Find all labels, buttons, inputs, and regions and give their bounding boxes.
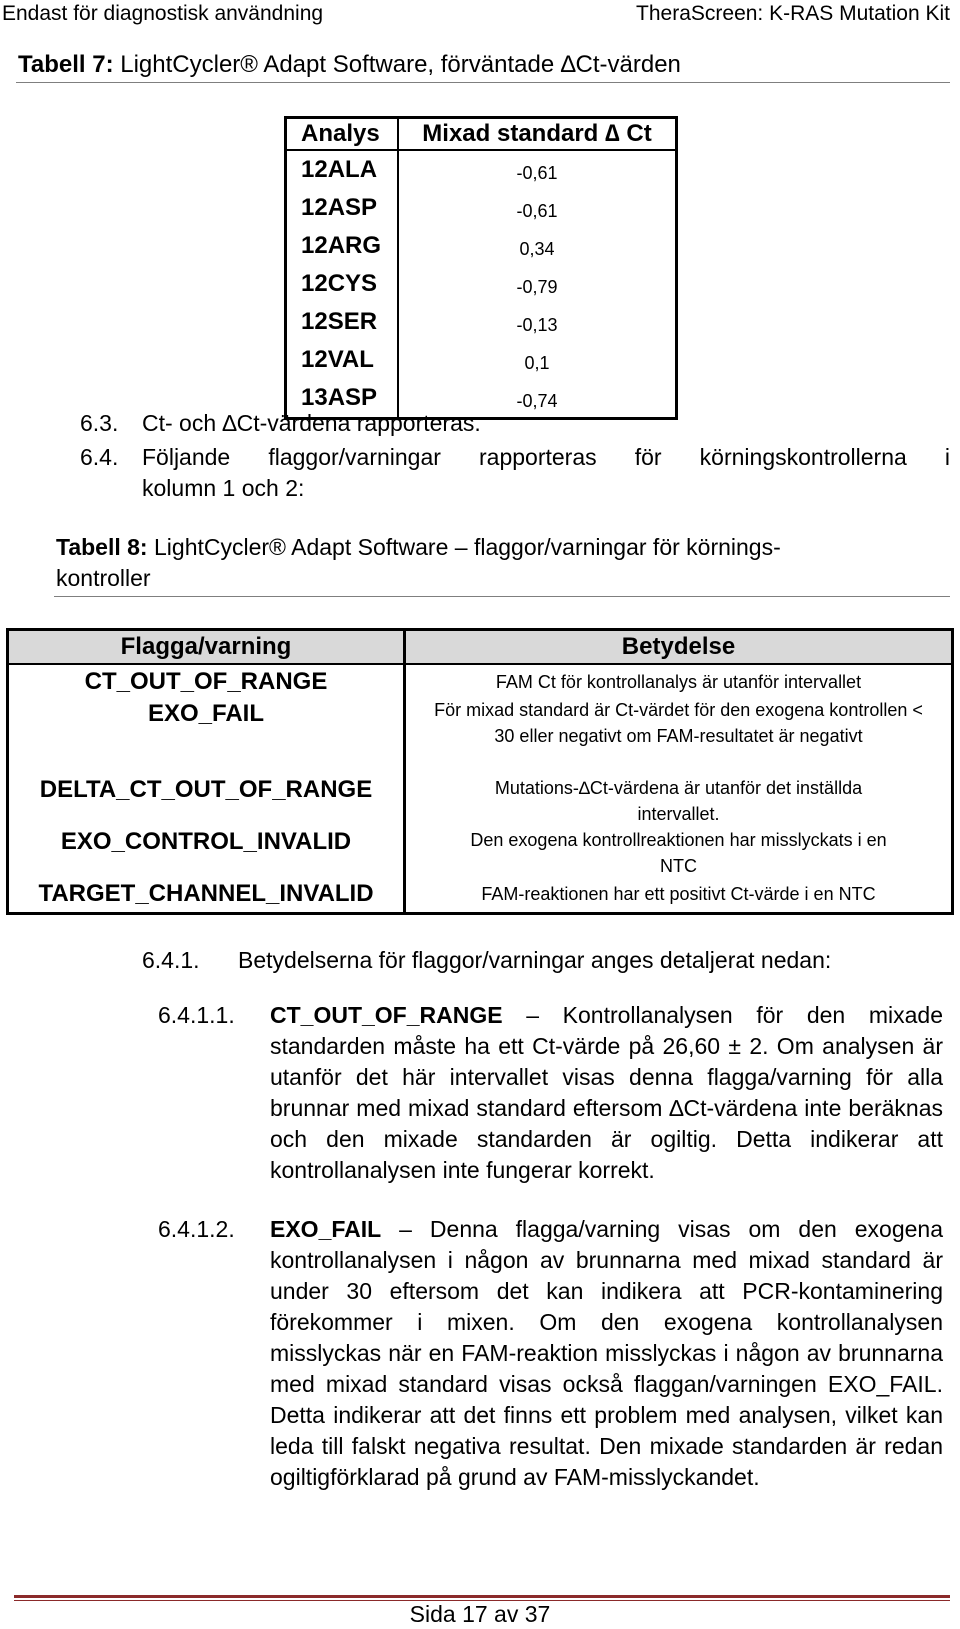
table8-flag: EXO_CONTROL_INVALID [8,827,405,879]
table7 [284,116,678,420]
section-6-4-1-1-text: – Kontrollanalysen för den mixade standarden måste ha ett Ct-värde på 26,60 ± 2. Om analysen är utanför det här intervallet visas denna flagga/varning för alla brunnar med mixad standard eftersom ∆Ct-värdena inte beräknas och den mixade standarden är ogiltig. Detta indikerar att kontrollanalysen inte fungerar korrekt. [270,1002,943,1183]
table-row [8,664,953,697]
table7-assay: 12CYS [286,265,399,303]
table8-header-flag: Flagga/varning [8,630,405,665]
section-6-4-1-number: 6.4.1. [142,947,200,973]
table8-meaning: För mixad standard är Ct-värdet för den exogena kontrollen < 30 eller negativt om FAM-resultatet är negativt [434,700,923,746]
table8-flag: TARGET_CHANNEL_INVALID [8,879,405,913]
table7-value: -0,13 [516,314,558,335]
table7-value: 0,1 [524,352,550,373]
table-row [286,150,677,189]
section-6-4-1-1-number: 6.4.1.1. [158,1002,235,1028]
table7-caption-rule [16,82,950,83]
section-6-4-line1: Följande flaggor/varningar rapporteras för körningskontrollerna i [142,444,950,470]
section-6-4-1-2-number: 6.4.1.2. [158,1216,235,1242]
header-left: Endast för diagnostisk användning [2,2,324,25]
table8-meaning: Mutations-∆Ct-värdena är utanför det inställda intervallet. [494,778,863,824]
table8-caption-line1: LightCycler® Adapt Software – flaggor/varningar för körnings- [154,534,781,560]
table8-flag: CT_OUT_OF_RANGE [8,664,405,697]
table8-meaning: FAM Ct för kontrollanalys är utanför intervallet [495,672,862,692]
table7-value: 0,34 [519,238,555,259]
table8 [6,628,954,915]
table7-value: -0,61 [516,162,558,183]
table7-caption [18,50,681,80]
table-row [286,341,677,379]
table7-assay: 12VAL [286,341,399,379]
footer-rule [14,1595,950,1598]
table8-header-meaning: Betydelse [405,630,953,665]
table8-caption-line2: kontroller [56,565,151,591]
header-right: TheraScreen: K-RAS Mutation Kit [636,2,950,25]
table8-caption-rule [54,596,950,597]
table-row [8,827,953,879]
section-6-4-1-2-text: – Denna flagga/varning visas om den exogena kontrollanalysen i någon av brunnarna med mixad standard är under 30 eftersom det kan indikera att PCR-kontaminering förekommer i mixen. Om den exogena kontrollanalysen misslyckas när en FAM-reaktion misslyckas i någon av brunnarna med mixad standard visas också flaggan/varningen EXO_FAIL. Detta indikerar att det finns ett problem med analysen, vilket kan leda till falskt negativa resultat. Den mixade standarden är redan ogiltigförklarad på grund av FAM-misslyckandet. [270,1216,944,1490]
table-row [8,775,953,827]
table7-assay: 12ASP [286,189,399,227]
table8-meaning: FAM-reaktionen har ett positivt Ct-värde i en NTC [481,884,876,904]
section-6-4-1-2-paragraph [270,1214,943,1493]
table7-assay: 12ALA [286,150,399,189]
table8-meaning: Den exogena kontrollreaktionen har misslyckats i en NTC [470,830,887,876]
table8-flag: DELTA_CT_OUT_OF_RANGE [8,775,405,827]
table-row [286,227,677,265]
table7-assay: 12ARG [286,227,399,265]
table7-caption-text: LightCycler® Adapt Software, förväntade ∆Ct-värden [120,51,681,78]
table8-caption [56,532,781,562]
table-row [286,265,677,303]
section-6-4-1-2-term: EXO_FAIL [270,1216,382,1242]
section-6-4-1-text: Betydelserna för flaggor/varningar anges detaljerat nedan: [238,947,832,973]
section-6-3-text: Ct- och ∆Ct-värdena rapporteras. [142,410,481,436]
table-row [8,697,953,775]
table7-assay: 12SER [286,303,399,341]
section-6-4-1-1-term: CT_OUT_OF_RANGE [270,1002,503,1028]
table-row [286,189,677,227]
table7-assay: 13ASP [286,379,399,419]
table7-value: -0,79 [516,276,558,297]
table-row [286,303,677,341]
table7-value: -0,61 [516,200,558,221]
page-number: Sida 17 av 37 [409,1601,551,1627]
section-6-4-1-1-paragraph [270,1000,943,1186]
table7-header-analys: Analys [286,118,399,151]
section-6-4-line2: kolumn 1 och 2: [142,475,305,501]
table-row [8,879,953,913]
table8-flag: EXO_FAIL [8,697,405,775]
table8-caption-label: Tabell 8: [56,534,148,560]
table7-caption-label: Tabell 7: [18,51,114,78]
section-6-3-number: 6.3. [80,410,119,436]
section-6-4-number: 6.4. [80,444,119,470]
table7-value: -0,74 [516,390,558,411]
table7-header-delta-ct: Mixad standard ∆ Ct [398,118,677,151]
